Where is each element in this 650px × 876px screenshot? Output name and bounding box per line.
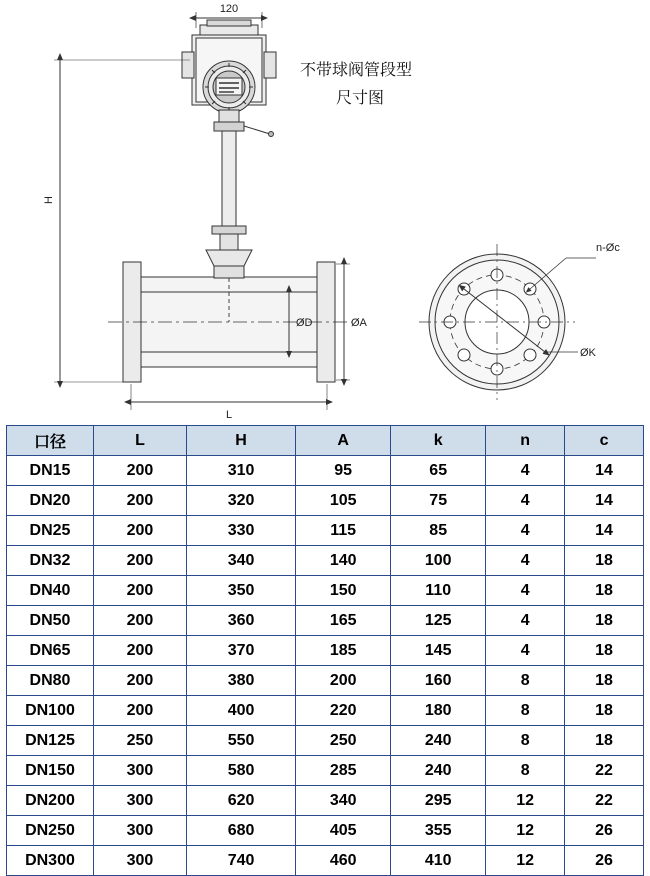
cell-l: 200 [93,516,186,546]
cell-dn: DN125 [7,726,94,756]
cell-h: 310 [186,456,295,486]
cell-n: 8 [486,696,565,726]
table-header-cell: L [93,426,186,456]
cell-c: 18 [565,696,644,726]
table-row [7,816,644,846]
cell-h: 400 [186,696,295,726]
cell-n: 4 [486,546,565,576]
cell-c: 18 [565,546,644,576]
cell-l: 200 [93,606,186,636]
cell-l: 300 [93,756,186,786]
cell-k: 160 [391,666,486,696]
table-row [7,456,644,486]
cell-h: 360 [186,606,295,636]
table-row [7,516,644,546]
cell-l: 200 [93,486,186,516]
cell-k: 410 [391,846,486,876]
cell-c: 26 [565,816,644,846]
table-row [7,546,644,576]
cell-c: 14 [565,456,644,486]
cell-dn: DN100 [7,696,94,726]
cell-h: 380 [186,666,295,696]
dim-bolt-circle: ØK [580,347,596,359]
table-row [7,486,644,516]
dim-top-width: 120 [219,3,239,15]
cell-l: 200 [93,456,186,486]
cell-a: 185 [296,636,391,666]
table-header-cell: A [296,426,391,456]
cell-a: 115 [296,516,391,546]
cell-a: 105 [296,486,391,516]
table-row [7,786,644,816]
cell-h: 340 [186,546,295,576]
cell-a: 285 [296,756,391,786]
table-row [7,636,644,666]
cell-h: 740 [186,846,295,876]
table-row [7,666,644,696]
dimension-drawing [0,0,650,425]
cell-a: 460 [296,846,391,876]
cell-c: 18 [565,666,644,696]
cell-n: 4 [486,636,565,666]
cell-dn: DN150 [7,756,94,786]
cell-n: 4 [486,606,565,636]
cell-dn: DN15 [7,456,94,486]
cell-n: 4 [486,456,565,486]
cell-h: 550 [186,726,295,756]
cell-l: 200 [93,576,186,606]
cell-c: 18 [565,726,644,756]
cell-n: 12 [486,816,565,846]
dim-length-l: L [225,409,233,421]
cell-h: 330 [186,516,295,546]
cell-k: 75 [391,486,486,516]
cell-n: 8 [486,726,565,756]
cell-dn: DN300 [7,846,94,876]
cell-l: 300 [93,816,186,846]
cell-l: 200 [93,666,186,696]
cell-dn: DN80 [7,666,94,696]
caption-line-1: 不带球阀管段型 [300,62,413,79]
cell-dn: DN200 [7,786,94,816]
cell-h: 370 [186,636,295,666]
cell-k: 125 [391,606,486,636]
cell-k: 180 [391,696,486,726]
table-row [7,696,644,726]
cell-n: 8 [486,666,565,696]
cell-a: 150 [296,576,391,606]
cell-k: 110 [391,576,486,606]
cell-a: 165 [296,606,391,636]
table-row [7,576,644,606]
table-header-cell: n [486,426,565,456]
cell-dn: DN250 [7,816,94,846]
dim-flange-diameter: ØA [351,317,367,329]
cell-c: 18 [565,606,644,636]
cell-h: 580 [186,756,295,786]
table-body [7,456,644,876]
cell-k: 240 [391,726,486,756]
dim-height-h: H [43,196,55,204]
cell-n: 4 [486,486,565,516]
caption-line-2: 尺寸图 [336,90,385,107]
table-header-cell: k [391,426,486,456]
table-row [7,726,644,756]
cell-c: 14 [565,486,644,516]
cell-k: 65 [391,456,486,486]
cell-l: 300 [93,846,186,876]
cell-l: 300 [93,786,186,816]
cell-a: 405 [296,816,391,846]
cell-dn: DN40 [7,576,94,606]
cell-c: 22 [565,786,644,816]
cell-dn: DN20 [7,486,94,516]
cell-l: 200 [93,636,186,666]
dim-inner-diameter: ØD [296,317,313,329]
table-header-row [7,426,644,456]
cell-dn: DN50 [7,606,94,636]
cell-c: 14 [565,516,644,546]
cell-c: 26 [565,846,644,876]
cell-n: 8 [486,756,565,786]
cell-n: 12 [486,846,565,876]
cell-dn: DN25 [7,516,94,546]
cell-l: 250 [93,726,186,756]
cell-k: 100 [391,546,486,576]
table-header-cell: H [186,426,295,456]
table-row [7,606,644,636]
cell-dn: DN32 [7,546,94,576]
cell-h: 680 [186,816,295,846]
cell-c: 18 [565,636,644,666]
cell-n: 4 [486,576,565,606]
cell-k: 355 [391,816,486,846]
cell-l: 200 [93,546,186,576]
cell-c: 18 [565,576,644,606]
cell-a: 95 [296,456,391,486]
dimension-table [6,425,644,876]
cell-n: 4 [486,516,565,546]
cell-k: 295 [391,786,486,816]
cell-a: 140 [296,546,391,576]
cell-n: 12 [486,786,565,816]
cell-a: 220 [296,696,391,726]
table-row [7,756,644,786]
cell-c: 22 [565,756,644,786]
table-header-cell: 口径 [7,426,94,456]
cell-h: 620 [186,786,295,816]
cell-l: 200 [93,696,186,726]
dim-bolt-holes: n-Øc [596,242,620,254]
cell-h: 350 [186,576,295,606]
cell-k: 85 [391,516,486,546]
cell-a: 250 [296,726,391,756]
cell-a: 340 [296,786,391,816]
cell-h: 320 [186,486,295,516]
table-header-cell: c [565,426,644,456]
cell-a: 200 [296,666,391,696]
spec-table-container [0,425,650,876]
table-row [7,846,644,876]
cell-dn: DN65 [7,636,94,666]
cell-k: 240 [391,756,486,786]
cell-k: 145 [391,636,486,666]
